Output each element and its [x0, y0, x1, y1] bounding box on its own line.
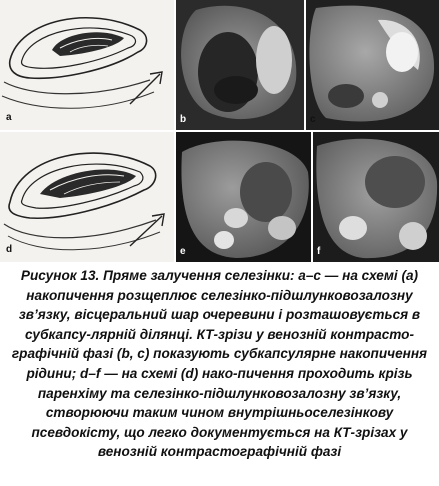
panel-e-ct-image — [176, 132, 311, 262]
figure-caption: Рисунок 13. Пряме залучення селезінки: a–c — на схемі (a) накопичення розщеплює селезінко-підшлунковозалозну зв’язку, вісцеральний шар очеревини і розташовується в субкапсу-лярній ділянці. КТ-зрізи у венозній контрасто-графічній фазі (b, c) показують субкапсулярне накопичення рідини; d–f — на схемі (d) нако-пичення проходить крізь паренхіму та селезінко-підшлунковозалозну зв’язку, створюючи таким чином внутрішньоселезінкову псевдокісту, що легко документується на КТ-зрізах у венозній контрастографічній фазі — [11, 268, 428, 460]
ct-scan-image-c — [306, 0, 439, 130]
panel-letter: c — [310, 114, 316, 125]
panel-d-schematic — [0, 132, 174, 262]
panel-letter: e — [180, 246, 186, 257]
panel-letter: f — [317, 246, 321, 257]
panel-f-ct-image — [313, 132, 439, 262]
schematic-drawing-a — [0, 0, 174, 130]
ct-scan-image-e — [176, 132, 311, 262]
panel-c-ct-image — [306, 0, 439, 130]
panel-letter: a — [6, 112, 12, 123]
panel-letter: d — [6, 244, 13, 255]
panel-a-schematic — [0, 0, 174, 130]
panel-letter: b — [180, 114, 187, 125]
schematic-drawing-d — [0, 132, 174, 262]
ct-scan-image-f — [313, 132, 439, 262]
panel-b-ct-image — [176, 0, 304, 130]
ct-scan-image-b — [176, 0, 304, 130]
